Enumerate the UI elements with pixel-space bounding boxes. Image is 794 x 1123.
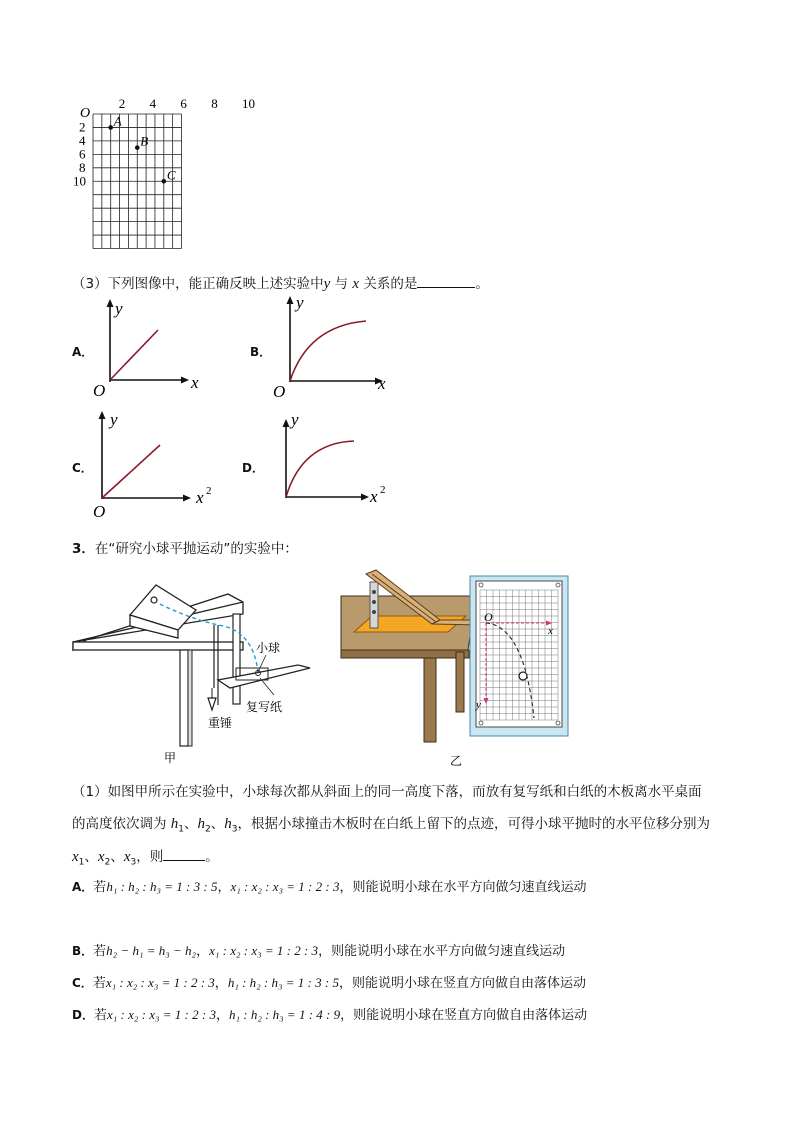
grid-x-tick-label: 8 bbox=[211, 96, 218, 111]
ball bbox=[519, 672, 527, 680]
q3-text-before: （3）下列图像中，能正确反映上述实验中 bbox=[72, 276, 324, 292]
grid-point-a bbox=[108, 125, 113, 130]
figure-caption-jia: 甲 bbox=[164, 751, 177, 765]
graph-option-c-letter[interactable]: C． bbox=[72, 461, 93, 475]
grid-y-tick-label: 2 bbox=[79, 119, 86, 135]
grid-y-tick-label: 6 bbox=[79, 146, 86, 162]
y-axis-arrow bbox=[107, 299, 114, 307]
grid-x-tick-label: 4 bbox=[149, 96, 157, 111]
graph-option-a[interactable] bbox=[88, 296, 213, 400]
graph-option-c[interactable] bbox=[88, 405, 228, 520]
table-leg bbox=[233, 614, 240, 704]
q3-var-y: y bbox=[323, 276, 331, 292]
grid-origin-label: O bbox=[484, 610, 493, 624]
origin-label: O bbox=[273, 382, 286, 400]
choice-a[interactable]: A．若h₁ : h₂ : h₃ = 1 : 3 : 5，x₁ : x₂ : x₃ = 1 : 2 : 3，则能说明小球在水平方向做匀速直线运动 bbox=[72, 879, 587, 895]
x-axis-arrow bbox=[181, 377, 189, 384]
graph-option-a-letter[interactable]: A． bbox=[72, 345, 94, 359]
question-number: 3． bbox=[72, 541, 95, 557]
choice-d[interactable]: D．若x₁ : x₂ : x₃ = 1 : 2 : 3，h₁ : h₂ : h₃ = 1 : 4 : 9，则能说明小球在竖直方向做自由落体运动 bbox=[72, 1007, 588, 1023]
grid-points bbox=[108, 113, 175, 183]
graph-curve bbox=[286, 441, 354, 497]
x-label: x bbox=[378, 374, 386, 393]
y-axis-arrow bbox=[287, 296, 294, 304]
sub1-answer-blank[interactable] bbox=[163, 848, 205, 861]
question-3-heading bbox=[72, 537, 298, 557]
x-axis-arrow bbox=[361, 494, 369, 501]
graph-option-b[interactable] bbox=[268, 292, 393, 400]
sub-question-1-line1: （1）如图甲所示在实验中，小球每次都从斜面上的同一高度下落，而放有复写纸和白纸的木板离水平桌面 bbox=[72, 784, 702, 800]
figure-caption-yi: 乙 bbox=[450, 754, 463, 768]
x-label: x bbox=[370, 487, 378, 505]
y-axis-arrow bbox=[99, 411, 106, 419]
grid-x-tick-label: 10 bbox=[241, 96, 255, 111]
figure-yi bbox=[336, 568, 576, 772]
stand-post bbox=[370, 582, 378, 628]
grid-point-label-c: C bbox=[166, 167, 176, 183]
y-label: y bbox=[115, 299, 123, 318]
x-label-superscript: 2 bbox=[206, 485, 212, 497]
grid-y-tick-label: 10 bbox=[73, 173, 86, 189]
grid-y-ticks bbox=[73, 119, 86, 188]
grid-origin-label: O bbox=[80, 106, 91, 121]
x-axis-arrow bbox=[183, 495, 191, 502]
ball-label: 小球 bbox=[256, 641, 281, 655]
sub-question-1-line2: 的高度依次调为 $h_1$、$h_2$、$h_3$，根据小球撞击木板时在白纸上留下的点迹，可得小球平抛时的水平位移分别为 bbox=[72, 816, 710, 835]
q3-end-mark: 。 bbox=[475, 276, 489, 292]
ball-on-ramp bbox=[151, 597, 157, 603]
grid-x-label: x bbox=[548, 625, 553, 637]
q3-text-after: 关系的是 bbox=[359, 276, 418, 292]
carbon-paper-label: 复写纸 bbox=[246, 700, 283, 714]
plumb-bob bbox=[208, 698, 216, 710]
graph-option-d-letter[interactable]: D． bbox=[242, 461, 264, 475]
x-label: x bbox=[196, 488, 204, 507]
graph-curve bbox=[290, 321, 366, 381]
question-text: 在“研究小球平抛运动”的实验中： bbox=[94, 541, 298, 557]
sub-question-1-line3: $x_1$、$x_2$、$x_3$，则 。 bbox=[72, 849, 219, 868]
table-leg bbox=[424, 658, 436, 742]
y-label: y bbox=[296, 293, 304, 312]
grid-x-tick-label: 2 bbox=[118, 96, 126, 111]
figure-jia bbox=[68, 580, 318, 770]
q3-text-mid: 与 bbox=[330, 276, 353, 292]
grid-y-tick-label: 4 bbox=[79, 132, 86, 148]
x-label-superscript: 2 bbox=[380, 484, 386, 496]
choice-c[interactable]: C．若x₁ : x₂ : x₃ = 1 : 2 : 3，h₁ : h₂ : h₃ = 1 : 3 : 5，则能说明小球在竖直方向做自由落体运动 bbox=[72, 975, 586, 991]
coordinate-grid bbox=[70, 95, 280, 260]
grid-y-tick-label: 8 bbox=[79, 159, 86, 175]
question-3-line bbox=[72, 272, 489, 293]
grid-x-tick-label: 6 bbox=[180, 96, 187, 111]
x-label: x bbox=[191, 373, 199, 392]
q3-answer-blank[interactable] bbox=[417, 275, 475, 288]
graph-line bbox=[110, 330, 158, 380]
origin-label: O bbox=[93, 502, 106, 520]
y-axis-arrow bbox=[283, 419, 290, 427]
graph-line bbox=[102, 445, 160, 498]
grid-point-label-a: A bbox=[113, 113, 122, 129]
graph-option-b-letter[interactable]: B． bbox=[250, 345, 272, 359]
grid-point-label-b: B bbox=[140, 133, 149, 149]
y-label: y bbox=[291, 410, 299, 429]
choice-b[interactable]: B．若h₂ − h₁ = h₃ − h₂，x₁ : x₂ : x₃ = 1 : 2 : 3，则能说明小球在水平方向做匀速直线运动 bbox=[72, 943, 566, 959]
q3-var-x: x bbox=[352, 276, 360, 292]
y-label: y bbox=[110, 410, 118, 429]
origin-label: O bbox=[93, 381, 106, 400]
grid-y-label: y bbox=[476, 699, 481, 711]
grid-point-c bbox=[162, 179, 167, 184]
grid-x-ticks bbox=[119, 96, 255, 111]
plumb-bob-label: 重锤 bbox=[208, 716, 233, 730]
grid-point-b bbox=[135, 145, 140, 150]
graph-option-d[interactable] bbox=[272, 405, 397, 505]
table-leg bbox=[180, 650, 188, 746]
